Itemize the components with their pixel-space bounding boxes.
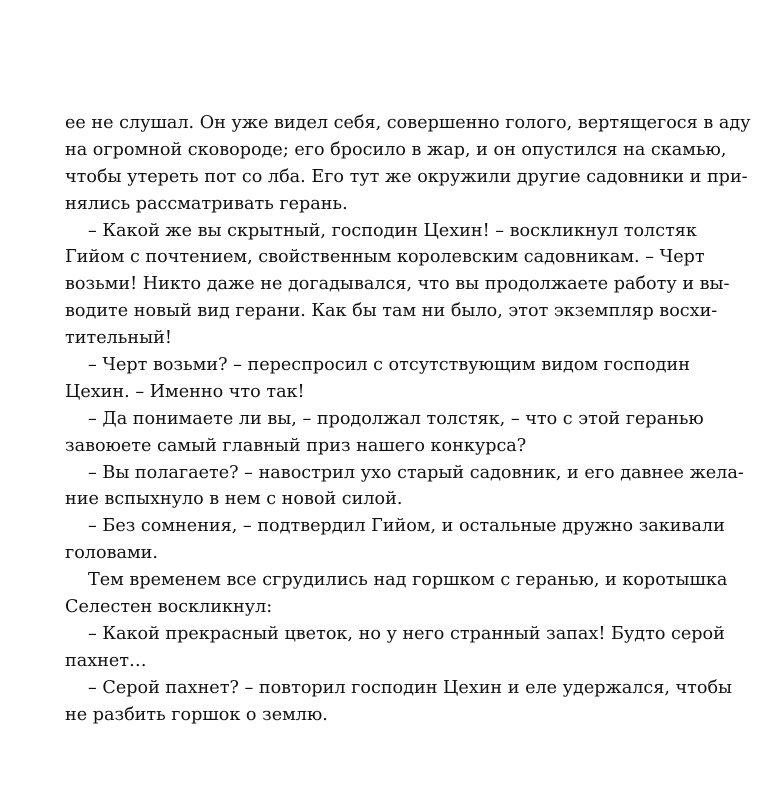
text-line: – Без сомнения, – подтвердил Гийом, и остальные дружно закивали [88, 516, 725, 537]
text-line: пахнет… [65, 650, 147, 671]
text-line: – Черт возьми? – переспросил с отсутствующим видом господин [88, 355, 690, 376]
text-line: нялись рассматривать герань. [65, 193, 348, 214]
text-line: водите новый вид герани. Как бы там ни было, этот экземпляр восхи- [65, 301, 718, 322]
text-line: Гийом с почтением, свойственным королевским садовникам. – Черт [65, 247, 705, 268]
text-line: – Да понимаете ли вы, – продолжал толстяк, – что с этой геранью [88, 408, 704, 429]
text-line: возьми! Никто даже не догадывался, что вы продолжаете работу и вы- [65, 274, 730, 295]
text-line: – Вы полагаете? – навострил ухо старый садовник, и его давнее жела- [88, 462, 744, 483]
text-line: на огромной сковороде; его бросило в жар, и он опустился на скамью, [65, 139, 727, 160]
text-line: тительный! [65, 328, 172, 349]
text-line: – Какой же вы скрытный, господин Цехин! – воскликнул толстяк [88, 220, 697, 241]
text-line: ние вспыхнуло в нем с новой силой. [65, 489, 403, 510]
text-line: Цехин. – Именно что так! [65, 381, 305, 402]
text-line: головами. [65, 543, 158, 564]
text-line: не разбить горшок о землю. [65, 704, 328, 725]
text-line: Селестен воскликнул: [65, 597, 273, 618]
text-line: – Серой пахнет? – повторил господин Цехин и еле удержался, чтобы [88, 677, 733, 698]
text-line: Тем временем все сгрудились над горшком с геранью, и коротышка [88, 570, 728, 591]
text-line: завоюете самый главный приз нашего конкурса? [65, 435, 527, 456]
text-line: чтобы утереть пот со лба. Его тут же окружили другие садовники и при- [65, 166, 748, 187]
text-line: – Какой прекрасный цветок, но у него странный запах! Будто серой [88, 623, 725, 644]
text-line: ее не слушал. Он уже видел себя, совершенно голого, вертящегося в аду [65, 113, 751, 133]
page-text [65, 110, 751, 728]
